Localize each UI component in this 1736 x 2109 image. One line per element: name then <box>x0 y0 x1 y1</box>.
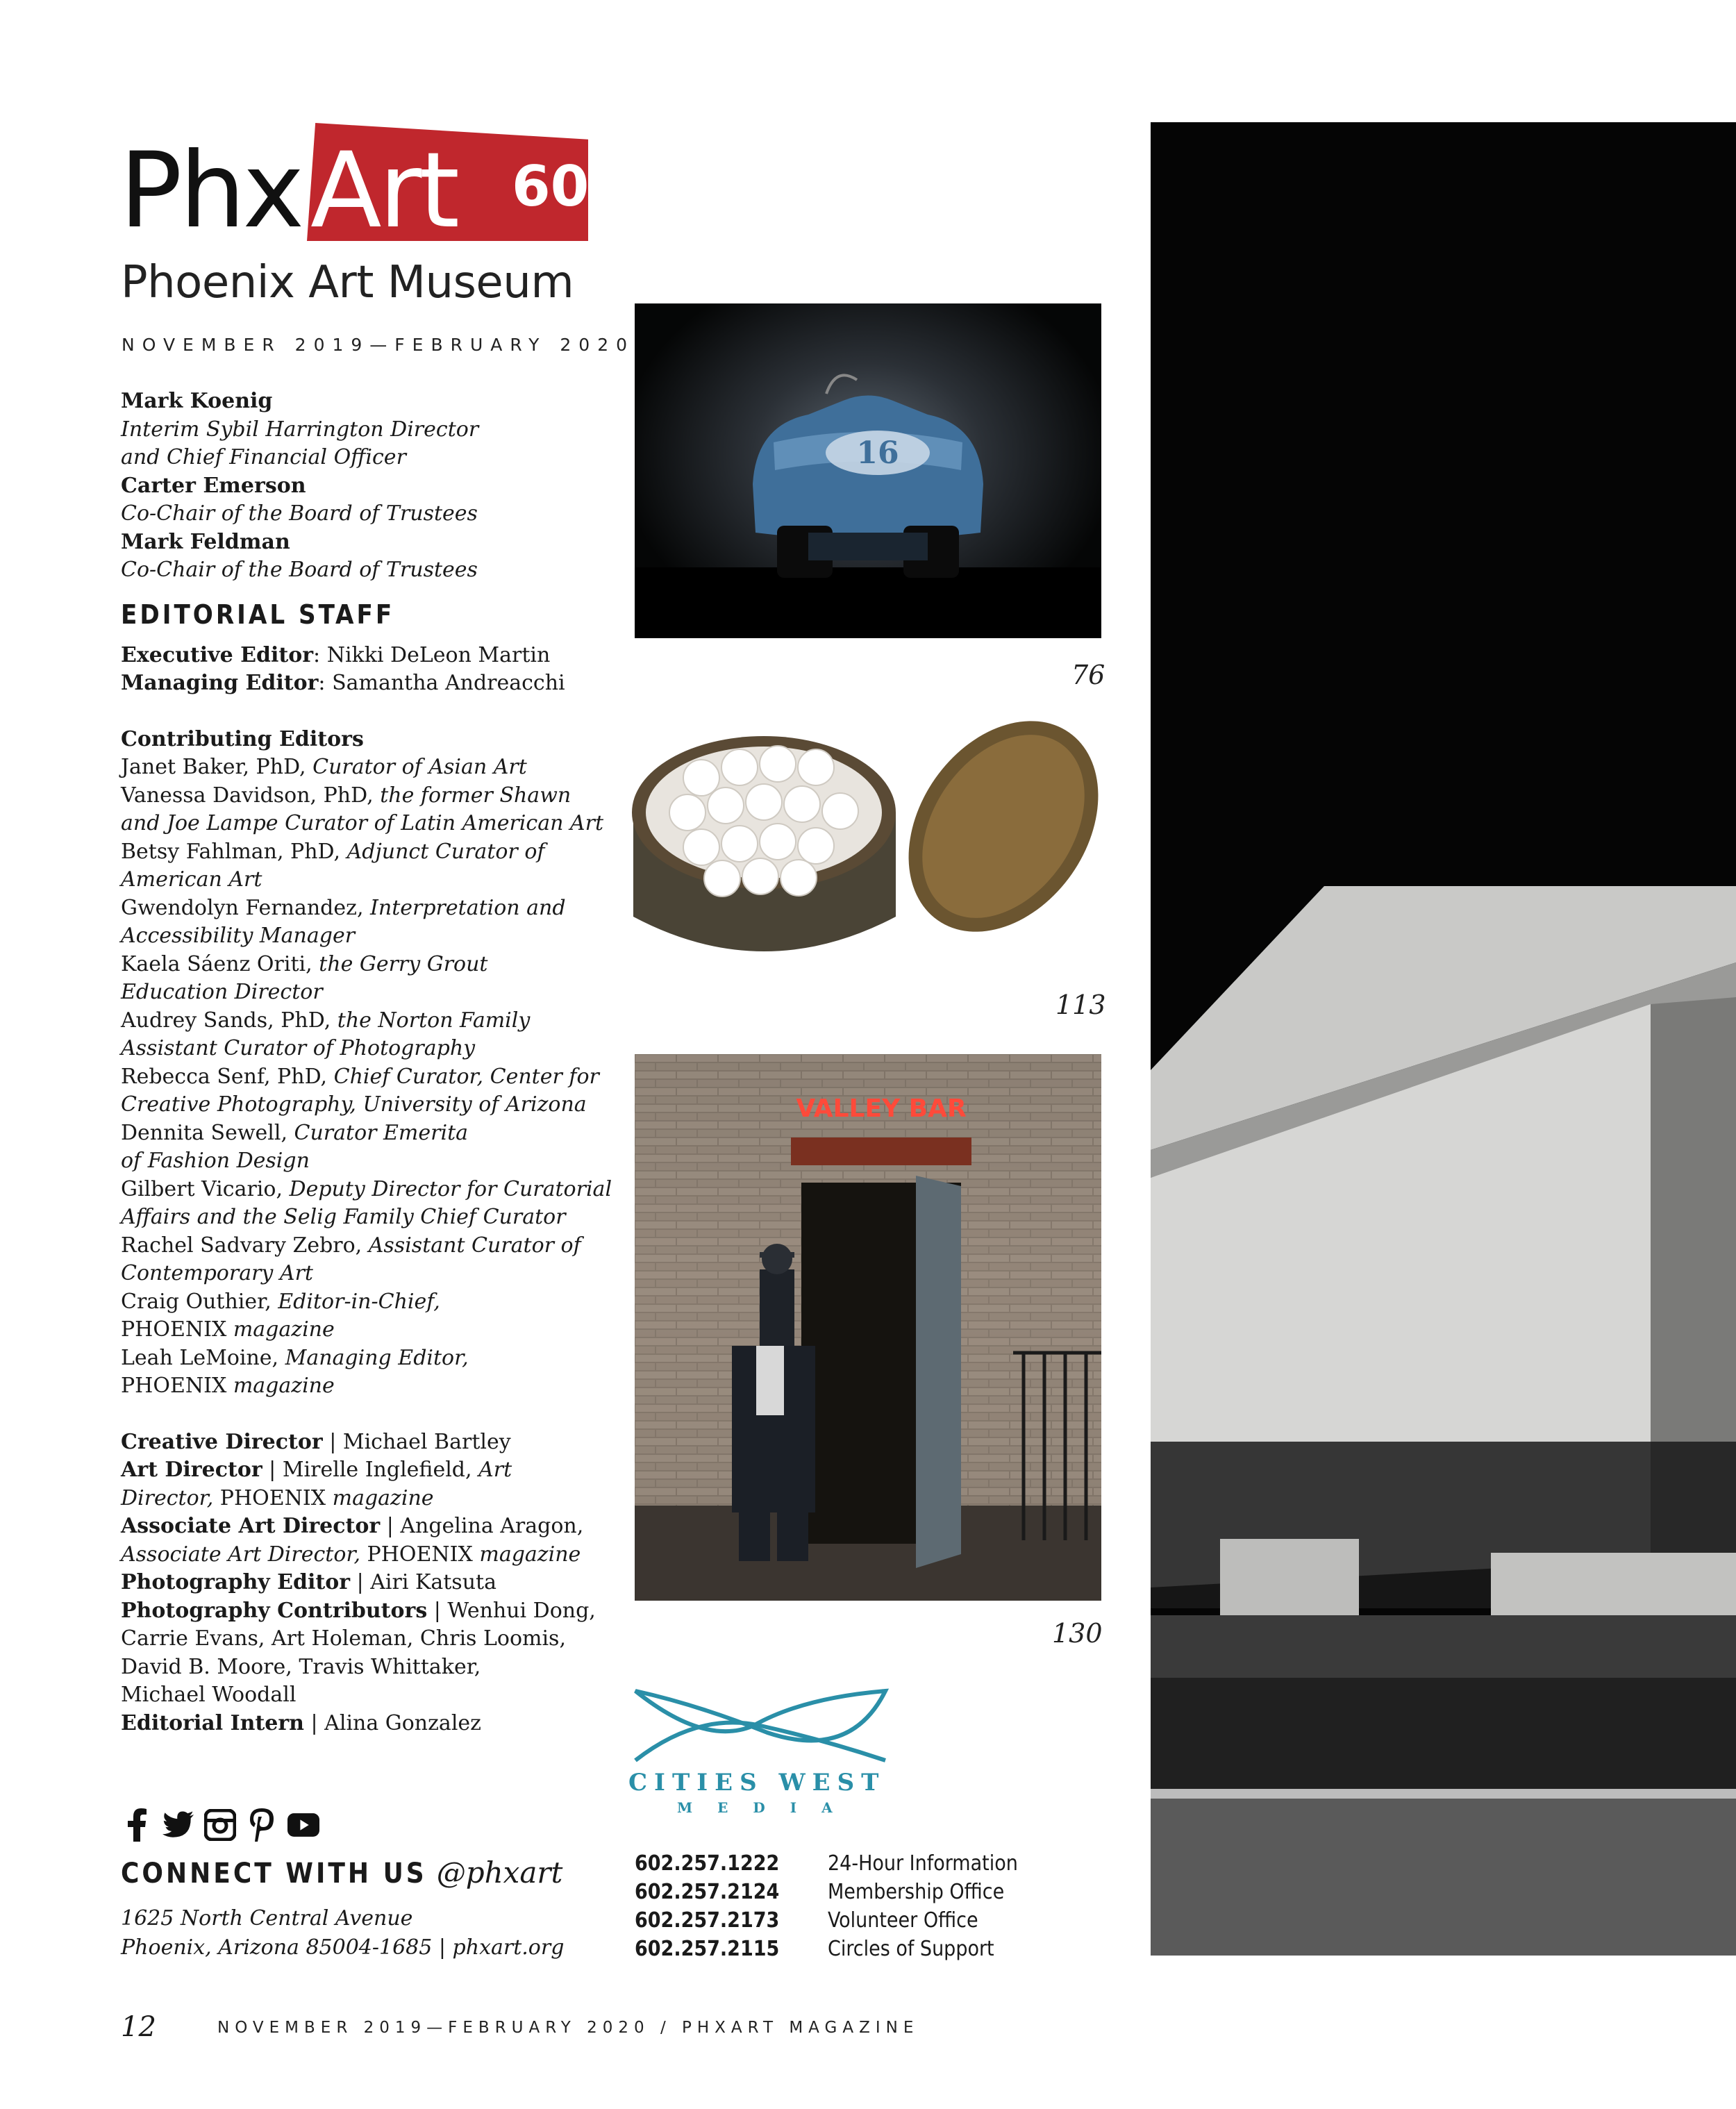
photo-chalk-box <box>625 708 1125 986</box>
phone-row <box>635 1878 1018 1906</box>
phone-label: Membership Office <box>828 1880 1005 1904</box>
contributor-line <box>121 978 607 1007</box>
staff-title: Director, <box>121 1485 220 1510</box>
contributor-line <box>121 782 607 810</box>
contributor-line <box>121 1372 607 1401</box>
phone-label: Volunteer Office <box>828 1908 978 1933</box>
staff-role: Associate Art Director <box>121 1514 381 1538</box>
staff-line <box>121 1681 607 1710</box>
staff-publication: PHOENIX <box>219 1485 333 1510</box>
staff-line <box>121 1428 607 1457</box>
contributor-title: Curator of Asian Art <box>312 755 527 779</box>
leader-title-text: Interim Sybil Harrington Director <box>121 417 479 442</box>
contributing-editors-heading: Contributing Editors <box>121 726 364 751</box>
social-icons <box>121 1808 319 1842</box>
leader-title <box>121 500 607 528</box>
staff-title: Art <box>478 1458 512 1482</box>
staff-role: Photography Contributors <box>121 1598 428 1623</box>
phone-label: 24-Hour Information <box>828 1851 1018 1876</box>
contributor-name: Dennita Sewell, <box>121 1120 294 1145</box>
contributor-title: and Joe Lampe Curator of Latin American Art <box>121 811 603 835</box>
contributor-name: PHOENIX <box>121 1317 233 1342</box>
phone-directory <box>635 1849 1018 1963</box>
contributor-title: Accessibility Manager <box>121 924 356 948</box>
logo-anniversary: 60 <box>512 154 590 219</box>
leader-name <box>121 472 607 501</box>
contributor-title: the Norton Family <box>337 1008 531 1033</box>
phone-label: Circles of Support <box>828 1937 994 1961</box>
contributor-title: Assistant Curator of <box>368 1233 581 1258</box>
address-line-1: 1625 North Central Avenue <box>121 1906 413 1931</box>
contributor-title: Chief Curator, Center for <box>333 1064 599 1089</box>
social-handle[interactable]: @phxart <box>436 1856 563 1890</box>
staff-line <box>121 1569 607 1597</box>
staff-line <box>121 1456 607 1485</box>
page-number: 12 <box>121 2011 156 2043</box>
contributor-line <box>121 810 607 838</box>
contributor-title: Adjunct Curator of <box>347 839 545 864</box>
contributor-line <box>121 1035 607 1063</box>
leader-name-text: Mark Koenig <box>121 389 273 413</box>
connect-with-us <box>121 1856 562 1890</box>
caption-chalk: 113 <box>1055 990 1106 1020</box>
contributor-name: Betsy Fahlman, PhD, <box>121 839 347 864</box>
staff-name: | Wenhui Dong, <box>427 1598 596 1623</box>
phone-row <box>635 1935 1018 1963</box>
staff-publication: PHOENIX <box>367 1542 480 1567</box>
logo-phx-text: Phx <box>119 131 302 251</box>
valley-bar-illustration <box>635 1054 1101 1601</box>
contributor-line <box>121 951 607 979</box>
leader-name <box>121 528 607 557</box>
contributor-line <box>121 838 607 867</box>
contributor-name: Rebecca Senf, PhD, <box>121 1064 334 1089</box>
staff-name: | Mirelle Inglefield, <box>262 1458 479 1482</box>
staff-line <box>121 1485 607 1513</box>
contributor-title: Assistant Curator of Photography <box>121 1036 476 1060</box>
contributor-line <box>121 1203 607 1232</box>
contributor-line <box>121 1007 607 1035</box>
executive-editor: Executive Editor: Nikki DeLeon Martin <box>121 642 551 667</box>
caption-car: 76 <box>1071 660 1105 690</box>
cities-west-sub: MEDIA <box>677 1799 858 1816</box>
staff-role: Editorial Intern <box>121 1710 304 1735</box>
staff-line <box>121 1541 607 1569</box>
contributor-title: Managing Editor, <box>285 1345 469 1370</box>
contributor-title: American Art <box>121 867 262 892</box>
contributor-line <box>121 1316 607 1344</box>
address-line-2: Phoenix, Arizona 85004-1685 | phxart.org <box>121 1935 565 1960</box>
phxart-logo <box>119 119 592 321</box>
cities-west-media-logo <box>628 1684 899 1823</box>
creative-staff-list <box>121 1428 607 1738</box>
staff-name: David B. Moore, Travis Whittaker, <box>121 1654 481 1679</box>
leader-name <box>121 387 607 416</box>
contributor-title: the former Shawn <box>380 783 571 808</box>
phone-number[interactable]: 602.257.2173 <box>635 1908 780 1933</box>
contributor-name: Audrey Sands, PhD, <box>121 1008 337 1033</box>
contributor-line <box>121 753 607 782</box>
staff-role: Photography Editor <box>121 1570 351 1594</box>
contributor-title: the Gerry Grout <box>319 951 488 976</box>
editorial-staff-heading: EDITORIAL STAFF <box>121 599 395 630</box>
contributor-line <box>121 1232 607 1260</box>
contributor-title: Curator Emerita <box>294 1120 469 1145</box>
contributor-title: Creative Photography, University of Arizona <box>121 1092 587 1117</box>
contributor-line <box>121 1260 607 1288</box>
staff-name: Michael Woodall <box>121 1683 297 1707</box>
contributor-line <box>121 1147 607 1176</box>
contributor-name: Kaela Sáenz Oriti, <box>121 951 319 976</box>
managing-editor: Managing Editor: Samantha Andreacchi <box>121 671 565 695</box>
contributor-line <box>121 1288 607 1317</box>
cities-west-mark-icon <box>628 1684 899 1767</box>
car-number: 16 <box>856 435 899 471</box>
contributor-line <box>121 1091 607 1119</box>
contributor-title: magazine <box>233 1374 335 1398</box>
staff-title: magazine <box>479 1542 581 1567</box>
contributor-title: Affairs and the Selig Family Chief Curator <box>121 1205 566 1229</box>
contributor-line <box>121 894 607 923</box>
leader-title-text: Co-Chair of the Board of Trustees <box>121 501 478 526</box>
phone-row <box>635 1906 1018 1935</box>
race-car-illustration <box>635 303 1101 638</box>
leader-title <box>121 556 607 585</box>
contributor-title: Contemporary Art <box>121 1261 313 1285</box>
staff-line <box>121 1512 607 1541</box>
contributing-editors-list <box>121 753 612 1401</box>
staff-name: Carrie Evans, Art Holeman, Chris Loomis, <box>121 1626 566 1651</box>
leader-title-text: Co-Chair of the Board of Trustees <box>121 558 478 582</box>
contributor-title: Deputy Director for Curatorial <box>289 1176 612 1201</box>
leader-name-text: Mark Feldman <box>121 529 290 554</box>
staff-line <box>121 1653 607 1682</box>
contributor-name: Rachel Sadvary Zebro, <box>121 1233 369 1258</box>
staff-line <box>121 1625 607 1653</box>
staff-title: magazine <box>332 1485 434 1510</box>
contributor-title: of Fashion Design <box>121 1149 310 1173</box>
contributor-name: Gwendolyn Fernandez, <box>121 895 371 920</box>
staff-role: Creative Director <box>121 1429 323 1454</box>
twitter-icon[interactable] <box>162 1809 194 1841</box>
leadership-list <box>121 387 607 585</box>
phone-row <box>635 1849 1018 1878</box>
building-illustration <box>1151 122 1736 1956</box>
contributor-title: magazine <box>233 1317 335 1342</box>
museum-name: Phoenix Art Museum <box>121 257 574 308</box>
issue-date: NOVEMBER 2019—FEBRUARY 2020 <box>122 335 635 355</box>
caption-bar: 130 <box>1052 1618 1103 1649</box>
contributor-line <box>121 866 607 894</box>
contributor-name: Janet Baker, PhD, <box>121 755 313 779</box>
instagram-icon[interactable] <box>204 1809 236 1841</box>
staff-line <box>121 1710 607 1738</box>
chalk-box-illustration <box>625 708 1125 986</box>
leader-title-text: and Chief Financial Officer <box>121 445 406 469</box>
contributor-title: Interpretation and <box>370 895 566 920</box>
contributor-name: Vanessa Davidson, PhD, <box>121 783 381 808</box>
bar-neon-sign: VALLEY BAR <box>796 1094 967 1123</box>
staff-name: | Angelina Aragon, <box>380 1514 584 1538</box>
logo-art-text: Art <box>310 131 458 251</box>
cities-west-name: CITIES WEST <box>628 1769 886 1797</box>
staff-title: Associate Art Director, <box>121 1542 367 1567</box>
contributor-name: PHOENIX <box>121 1374 233 1398</box>
leader-title <box>121 444 607 472</box>
connect-label: CONNECT WITH US <box>121 1858 427 1890</box>
phone-number[interactable]: 602.257.1222 <box>635 1851 780 1876</box>
masthead <box>121 387 612 1737</box>
contributor-title: Editor-in-Chief, <box>278 1289 440 1314</box>
contributor-name: Leah LeMoine, <box>121 1345 285 1370</box>
pinterest-icon[interactable] <box>246 1809 278 1841</box>
staff-name: | Airi Katsuta <box>350 1570 496 1594</box>
youtube-icon[interactable] <box>287 1809 319 1841</box>
contributor-line <box>121 1176 612 1204</box>
staff-name: | Alina Gonzalez <box>304 1710 481 1735</box>
contributor-line <box>121 1344 607 1373</box>
contributor-line <box>121 922 607 951</box>
contributor-line <box>121 1119 607 1148</box>
photo-valley-bar <box>635 1054 1101 1601</box>
leader-name-text: Carter Emerson <box>121 473 306 498</box>
facebook-icon[interactable] <box>121 1809 153 1841</box>
phone-number[interactable]: 602.257.2115 <box>635 1937 780 1961</box>
staff-role: Art Director <box>121 1458 262 1482</box>
address <box>121 1904 564 1962</box>
contributor-name: Gilbert Vicario, <box>121 1176 290 1201</box>
footer-running-head: NOVEMBER 2019—FEBRUARY 2020 / PHXART MAGAZINE <box>217 2019 919 2037</box>
contributor-title: Education Director <box>121 980 323 1004</box>
staff-name: | Michael Bartley <box>322 1429 511 1454</box>
photo-building-night <box>1151 122 1736 1956</box>
contributor-line <box>121 1063 607 1092</box>
staff-line <box>121 1597 607 1626</box>
leader-title <box>121 416 607 444</box>
phone-number[interactable]: 602.257.2124 <box>635 1880 780 1904</box>
photo-race-car <box>635 303 1101 638</box>
contributor-name: Craig Outhier, <box>121 1289 278 1314</box>
